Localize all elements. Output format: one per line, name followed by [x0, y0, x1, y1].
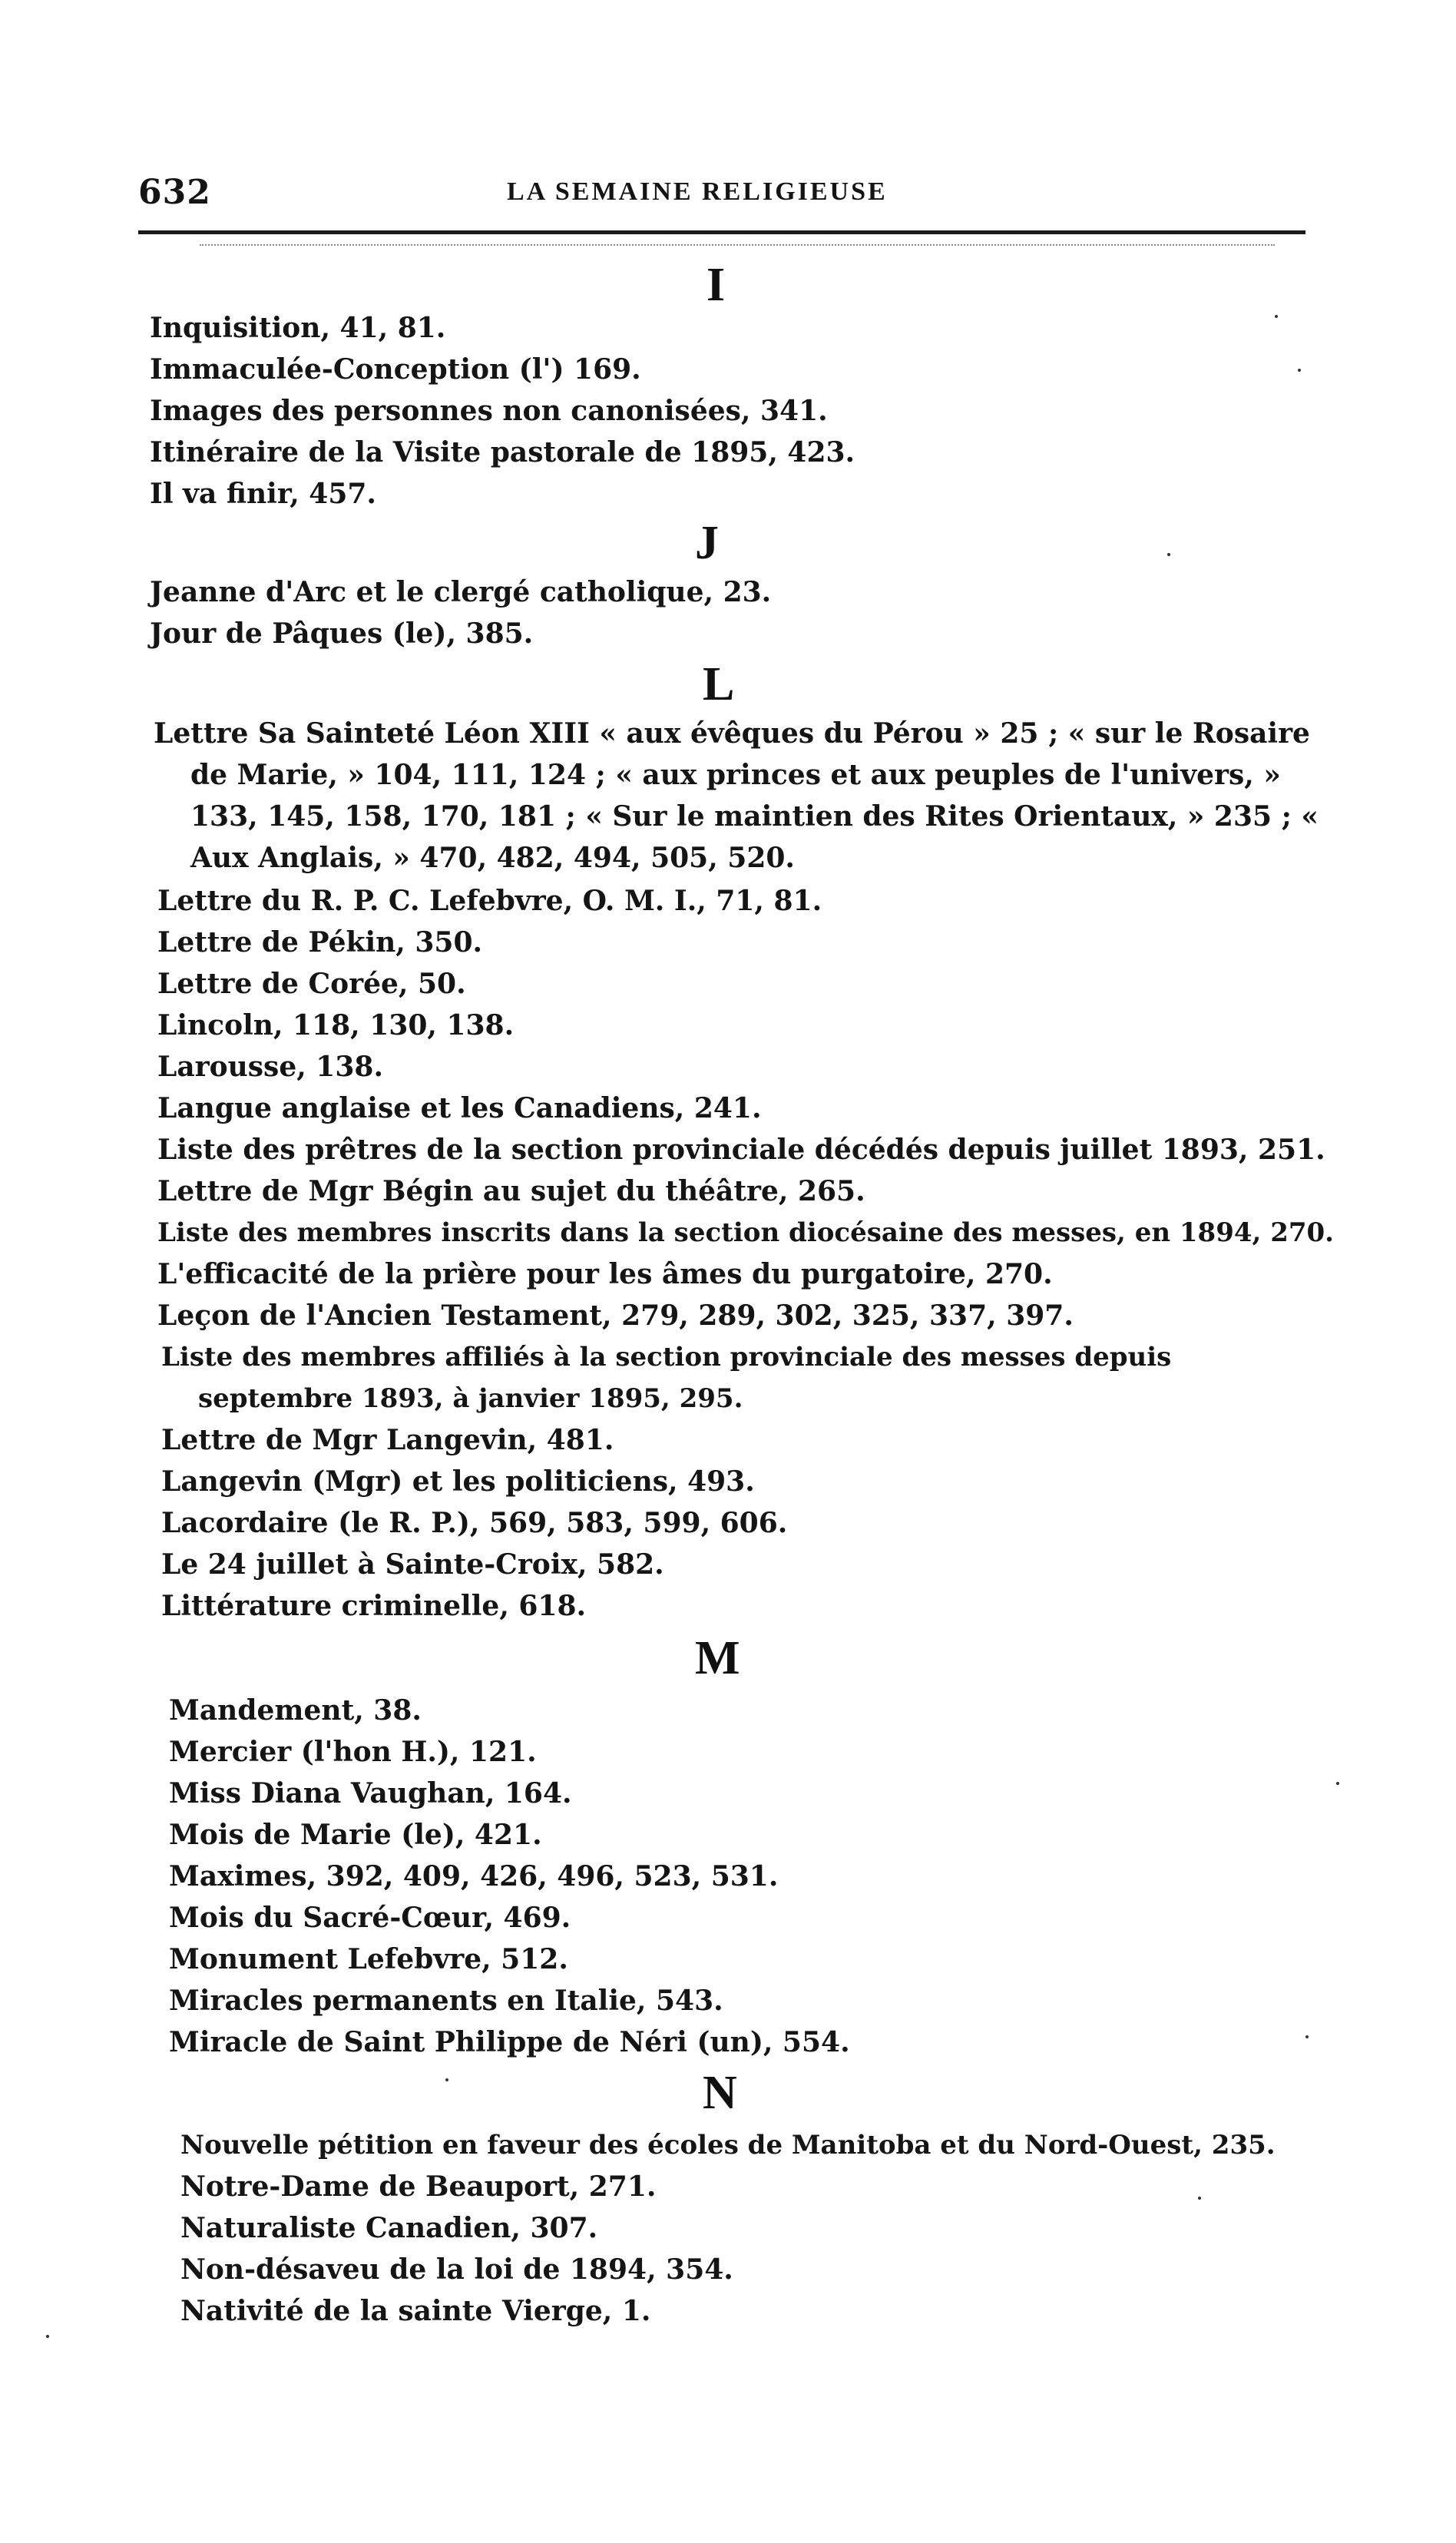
index-entry: Images des personnes non canonisées, 341.: [150, 395, 828, 427]
scan-speck: [1275, 315, 1278, 318]
index-entry: Miracles permanents en Italie, 543.: [169, 1985, 723, 2017]
index-entry: Le 24 juillet à Sainte-Croix, 582.: [161, 1548, 664, 1581]
index-entry: Lincoln, 118, 130, 138.: [157, 1009, 515, 1041]
index-entry: Liste des membres inscrits dans la section diocésaine des messes, en 1894, 270.: [157, 1217, 1335, 1248]
index-entry: Mandement, 38.: [169, 1694, 422, 1727]
scan-speck: [1305, 2035, 1309, 2038]
index-entry: Inquisition, 41, 81.: [150, 312, 446, 344]
scan-speck: [445, 2078, 448, 2081]
index-entry: Lettre Sa Sainteté Léon XIII « aux évêques du Pérou » 25 ; « sur le Rosaire de Marie, » 104, 111, 124 ; « aux princes et aux peuples de l'univers, » 133, 145, 158, 170, 181 ; « Sur le maintien des Rites Orientaux, » 235 ; « Aux Anglais, » 470, 482, 494, 505, 520.: [154, 717, 1319, 874]
index-entry: Liste des prêtres de la section provinciale décédés depuis juillet 1893, 251.: [157, 1134, 1325, 1166]
index-entry: Jour de Pâques (le), 385.: [150, 618, 534, 650]
section-letter-i: I: [706, 259, 726, 311]
index-entry: Miss Diana Vaughan, 164.: [169, 1777, 572, 1810]
index-entry: Lettre de Corée, 50.: [157, 968, 466, 1000]
page-number: 632: [138, 173, 211, 212]
index-entry: Lettre de Mgr Bégin au sujet du théâtre, 265.: [157, 1175, 865, 1207]
index-entry: Lacordaire (le R. P.), 569, 583, 599, 606.: [161, 1507, 788, 1539]
index-entry: Langue anglaise et les Canadiens, 241.: [157, 1092, 762, 1124]
scan-speck: [46, 2335, 49, 2338]
index-entry: Lettre de Mgr Langevin, 481.: [161, 1424, 614, 1456]
index-entry: Naturaliste Canadien, 307.: [180, 2212, 598, 2244]
index-entry: Jeanne d'Arc et le clergé catholique, 23.: [150, 576, 772, 608]
index-entry: Mois du Sacré-Cœur, 469.: [169, 1902, 571, 1934]
header-rule-dotted: [200, 244, 1275, 246]
index-entry: Lettre du R. P. C. Lefebvre, O. M. I., 71, 81.: [157, 885, 822, 917]
index-entry: Maximes, 392, 409, 426, 496, 523, 531.: [169, 1860, 779, 1892]
scan-speck: [1298, 369, 1301, 372]
index-entry: Il va finir, 457.: [150, 478, 376, 510]
scan-speck: [1336, 1782, 1339, 1785]
index-entry: Liste des membres affiliés à la section provinciale des messes depuis septembre 1893, à janvier 1895, 295.: [161, 1342, 1172, 1414]
running-title: LA SEMAINE RELIGIEUSE: [507, 177, 888, 206]
index-entry: Leçon de l'Ancien Testament, 279, 289, 302, 325, 337, 397.: [157, 1300, 1074, 1332]
index-entry: Itinéraire de la Visite pastorale de 1895, 423.: [150, 436, 855, 469]
index-entry: Lettre de Pékin, 350.: [157, 926, 483, 959]
scan-speck: [1198, 2197, 1201, 2200]
scan-speck: [1167, 553, 1170, 556]
index-entry: Miracle de Saint Philippe de Néri (un), 554.: [169, 2026, 850, 2058]
section-letter-m: M: [695, 1632, 740, 1684]
running-head: [138, 173, 1305, 219]
index-entry: Langevin (Mgr) et les politiciens, 493.: [161, 1465, 755, 1498]
index-entry: Littérature criminelle, 618.: [161, 1590, 587, 1622]
index-entry: Larousse, 138.: [157, 1051, 383, 1083]
index-entry: Monument Lefebvre, 512.: [169, 1943, 568, 1975]
section-letter-l: L: [703, 658, 735, 710]
header-rule: [138, 230, 1305, 234]
index-entry: L'efficacité de la prière pour les âmes du purgatoire, 270.: [157, 1258, 1053, 1290]
index-entry: Non-désaveu de la loi de 1894, 354.: [180, 2253, 733, 2286]
index-entry: Mercier (l'hon H.), 121.: [169, 1736, 537, 1768]
index-entry: Notre-Dame de Beauport, 271.: [180, 2170, 657, 2203]
section-letter-j: J: [695, 517, 719, 569]
index-entry: Nouvelle pétition en faveur des écoles de Manitoba et du Nord-Ouest, 235.: [180, 2130, 1276, 2161]
section-letter-n: N: [703, 2067, 737, 2119]
index-entry: Nativité de la sainte Vierge, 1.: [180, 2295, 651, 2327]
index-entry: Mois de Marie (le), 421.: [169, 1819, 542, 1851]
index-entry: Immaculée-Conception (l') 169.: [150, 353, 641, 386]
